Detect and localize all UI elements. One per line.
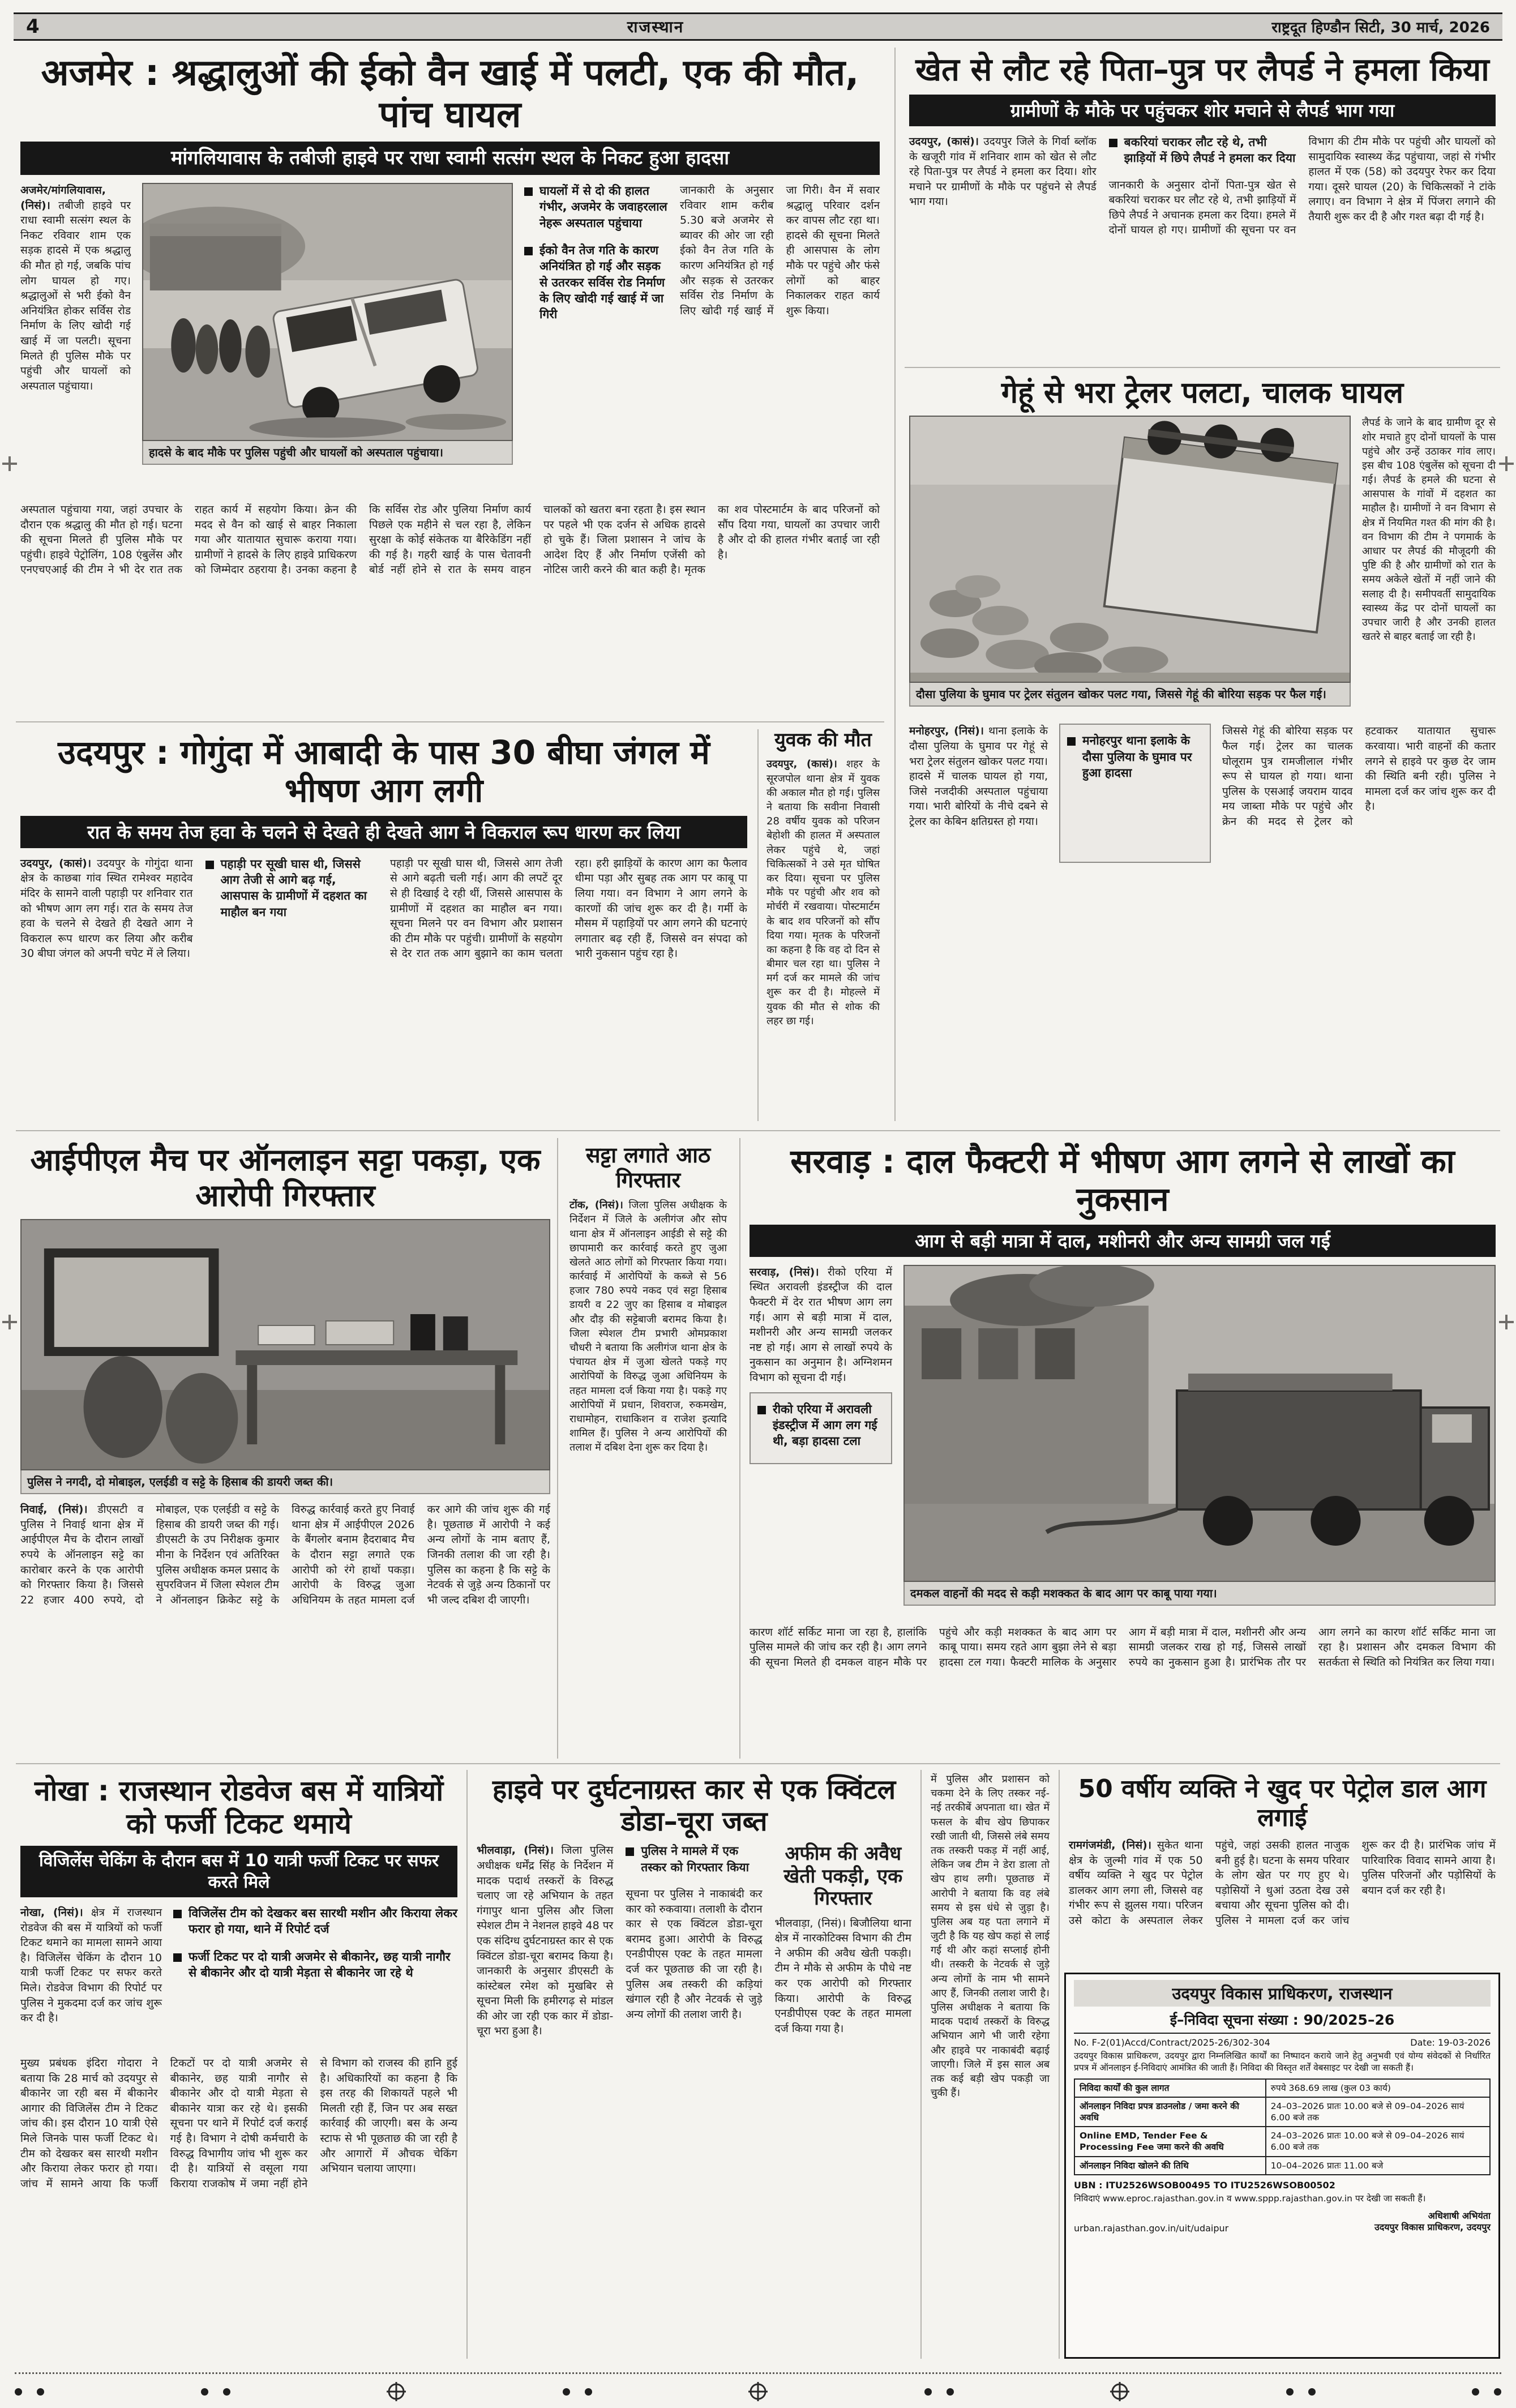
dot-marks (1286, 2388, 1316, 2396)
lead-text: रीको एरिया में स्थित अरावली इंडस्ट्रीज की दाल फैक्टरी में देर रात भीषण आग लग गई। आग से बड़ी मात्रा में दाल, मशीनरी और अन्य सामग्री जलकर नष्ट हो गई। आग से लाखों रुपये के नुकसान का अनुमान है। अग्निशमन विभाग को सूचना दी गई। (750, 1265, 892, 1384)
dot-marks (563, 2388, 592, 2396)
headline: गेहूं से भरा ट्रेलर पलटा, चालक घायल (1001, 376, 1404, 410)
body-columns: मुख्य प्रबंधक इंदिरा गोदारा ने बताया कि 28 मार्च को उदयपुर से बीकानेर जा रही बस में बीकानेर आगार की विजिलेंस टीम ने टिकट जांच की। इस दौरान 10 यात्री ऐसे मिले जिनके पास फर्जी टिकट थे। टीम को देखकर बस सारथी मशीन और किराया लेकर फरार हो गया। जांच में सामने आया कि फर्जी टिकटों पर दो यात्री अजमेर से बीकानेर, छह यात्री नागौर से बीकानेर और दो यात्री मेड़ता से बीकानेर यात्रा कर रहे थे। इसकी सूचना पर थाने में रिपोर्ट दर्ज कराई गई है। विभाग ने दोषी कर्मचारी के विरुद्ध विभागीय जांच भी शुरू कर दी है। यात्रियों से वसूला गया किराया राजकोष में जमा नहीं होने से विभाग को राजस्व की हानि हुई है। अधिकारियों का कहना है कि इस तरह की शिकायतें पहले भी मिलती रही हैं, जिन पर अब सख्त कार्रवाई की जाएगी। बस के अन्य स्टाफ से भी पूछताछ की जा रही है और आगारों में औचक चेकिंग अभियान चलाया जाएगा। (20, 2057, 457, 2190)
table-row (1074, 2079, 1490, 2097)
article-ipl-betting-arrest (16, 1138, 555, 1759)
body-columns (20, 856, 747, 1098)
highlight-text: ईको वैन तेज गति के कारण अनियंत्रित हो गई और सड़क से उतरकर सर्विस रोड निर्माण के लिए खोदी गई खाई में जा गिरी (539, 243, 665, 322)
register-mark (2, 456, 17, 471)
dot-marks (924, 2388, 954, 2396)
register-mark (1499, 1315, 1514, 1329)
dot-marks (1472, 2388, 1501, 2396)
column-rule (894, 48, 896, 1121)
highlight-item (173, 1905, 457, 1937)
highlight-text: घायलों में से दो की हालत गंभीर, अजमेर के जवाहरलाल नेहरू अस्पताल पहुंचाया (539, 183, 667, 230)
photo-block (909, 416, 1351, 715)
highlight-item (626, 1843, 762, 1875)
dateline: भीलवाड़ा, (निसं)। (477, 1844, 554, 1857)
dateline: रामगंजमंडी, (निसं)। (1069, 1839, 1151, 1852)
kicker: आग से बड़ी मात्रा में दाल, मशीनरी और अन्य सामग्री जल गई (750, 1225, 1496, 1257)
sub-body-text: भीलवाड़ा, (निसं)। बिजौलिया थाना क्षेत्र में नारकोटिक्स विभाग की टीम ने अफीम की अवैध खेती पकड़ी। टीम ने मौके से अफीम के पौधे नष्ट कर एक आरोपी को गिरफ्तार किया। आरोपी के विरुद्ध एनडीपीएस एक्ट के तहत मामला दर्ज किया गया है। (774, 1917, 911, 2035)
highlight-item (173, 1949, 457, 1981)
photo-caption: दौसा पुलिया के घुमाव पर ट्रेलर संतुलन खोकर पलट गया, जिससे गेहूं की बोरिया सड़क पर फैल गई। (909, 683, 1351, 707)
body-text: उदयपुर जिले के गिर्वा ब्लॉक के खजूरी गांव में शनिवार शाम को खेत से लौट रहे पिता-पुत्र पर लैपर्ड ने हमला कर दिया। शोर मचाने पर ग्रामीणों के मौके पर पहुंचने से लैपर्ड भाग गया। (909, 135, 1097, 208)
headline: सट्टा लगाते आठ गिरफ्तार (585, 1143, 711, 1193)
column-rule (557, 1138, 558, 1759)
notice-ubn: UBN : ITU2526WSOB00495 TO ITU2526WSOB00502 (1074, 2179, 1335, 2191)
factory-fire-photo-art (905, 1266, 1494, 1581)
photo-caption: पुलिस ने नगदी, दो मोबाइल, एलईडी व सट्टे के हिसाब की डायरी जब्त की। (20, 1470, 550, 1494)
factory-fire-photo (903, 1265, 1496, 1582)
lead-text: क्षेत्र में राजस्थान रोडवेज की बस में यात्रियों को फर्जी टिकट थमाने का मामला सामने आया है। विजिलेंस चेकिंग के दौरान 10 यात्री फर्जी टिकट पर सफर करते मिले। रोडवेज विभाग की रिपोर्ट पर पुलिस ने मुकदमा दर्ज कर जांच शुरू कर दी है। (20, 1906, 162, 2025)
headline: नोखा : राजस्थान रोडवेज बस में यात्रियों को फर्जी टिकट थमाये (34, 1774, 444, 1840)
article-leopard-attack (905, 48, 1500, 365)
square-bullet-icon (173, 1910, 182, 1918)
lead-column (750, 1265, 892, 1616)
body-text: शहर के सूरजपोल थाना क्षेत्र में युवक की अकाल मौत हो गई। पुलिस ने बताया कि सवीना निवासी 28 वर्षीय युवक को परिजन बेहोशी की हालत में अस्पताल लेकर पहुंचे थे, जहां चिकित्सकों ने उसे मृत घोषित कर दिया। सूचना पर पुलिस मौके पर पहुंची और शव को मोर्चरी में रखवाया। पोस्टमार्टम के बाद शव परिजनों को सौंप दिया गया। मृतक के परिजनों का कहना है कि वह दो दिन से बीमार चल रहा था। पुलिस ने मर्ग दर्ज कर मामले की जांच शुरू कर दी है। मोहल्ले में युवक की मौत से शोक की लहर छा गई। (766, 758, 880, 1027)
headline: आईपीएल मैच पर ऑनलाइन सट्टा पकड़ा, एक आरोपी गिरफ्तार (30, 1142, 541, 1213)
signature-line-2: उदयपुर विकास प्राधिकरण, उदयपुर (1374, 2222, 1491, 2233)
betting-seizure-photo-art (22, 1220, 549, 1469)
notice-ref-no: No. F-2(01)Accd/Contract/2025-26/302-304 (1074, 2037, 1270, 2048)
square-bullet-icon (524, 187, 533, 196)
section-title: राजस्थान (627, 18, 684, 36)
body-columns (1069, 1838, 1496, 1960)
highlight-item (524, 242, 669, 323)
highlight-item (1067, 733, 1203, 781)
highlight-item (524, 183, 669, 231)
article-wheat-trailer-overturn (905, 371, 1500, 870)
kicker: रात के समय तेज हवा के चलने से देखते ही देखते आग ने विकराल रूप धारण कर लिया (20, 816, 747, 848)
photo-block (142, 183, 513, 493)
highlight-text: रीको एरिया में अरावली इंडस्ट्रीज में आग लग गई थी, बड़ा हादसा टला (773, 1402, 877, 1448)
body-text: जिला पुलिस अधीक्षक के निर्देशन में जिले के अलीगंज और सोप थाना क्षेत्र में ऑनलाइन आईडी से सट्टे की छापामारी कर कार्रवाई करते हुए जुआ खेलते आठ लोगों को गिरफ्तार किया गया। कार्रवाई में आरोपियों के कब्जे से 56 हजार 780 रुपये नकद एवं सट्टा हिसाब डायरी व 22 जुए का हिसाब व मोबाइल और दौड़ की सट्टेबाजी बरामद किया है। जिला स्पेशल टीम प्रभारी ओमप्रकाश चौधरी ने बताया कि अलीगंज थाना क्षेत्र के पंचायत क्षेत्र में जुआ खेलते पकड़े गए आरोपियों के विरुद्ध जुआ अधिनियम के तहत मामला दर्ज किया गया है। पकड़े गए आरोपियों में प्रधान, शिवराज, रुकमखेम, राधामोहन, राधाकिशन व राजेश इत्यादि शामिल हैं। पुलिस ने अन्य आरोपियों की तलाश में दबिश देना शुरू कर दिया है। (569, 1199, 727, 1454)
dateline: नोखा, (निसं)। (20, 1906, 83, 1919)
photo-caption: दमकल वाहनों की मदद से कड़ी मशक्कत के बाद आग पर काबू पाया गया। (903, 1582, 1496, 1606)
row-value: 24–03–2026 प्रातः 10.00 बजे से 09–04–2026 सायं 6.00 बजे तक (1266, 2097, 1490, 2127)
body-column (766, 757, 880, 1028)
body-text: सुकेत थाना क्षेत्र के जुल्मी गांव में एक 50 वर्षीय व्यक्ति ने खुद पर पेट्रोल डालकर आग लगा ली, जिससे वह गंभीर रूप से झुलस गया। परिजन उसे कोटा के अस्पताल लेकर पहुंचे, जहां उसकी हालत नाजुक बनी हुई है। घटना के समय परिवार के लोग खेत पर गए हुए थे। पड़ोसियों ने धुआं उठता देख उसे बचाया और सूचना पुलिस को दी। पुलिस ने मामला दर्ज कर जांच शुरू कर दी है। प्रारंभिक जांच में पारिवारिक विवाद सामने आया है। पुलिस परिजनों और पड़ोसियों के बयान दर्ज कर रही है। (1069, 1839, 1496, 1927)
section-rule (16, 1130, 1500, 1131)
square-bullet-icon (524, 247, 533, 255)
trailer-photo (909, 416, 1351, 683)
highlight-text: विजिलेंस टीम को देखकर बस सारथी मशीन और किराया लेकर फरार हो गया, थाने में रिपोर्ट दर्ज (189, 1906, 458, 1936)
dateline: टोंक, (निसं)। (569, 1199, 623, 1212)
article-self-immolation (1064, 1770, 1500, 1966)
dateline: उदयपुर, (कासं)। (909, 135, 979, 148)
column-rule (1059, 1770, 1060, 2359)
headline: खेत से लौट रहे पिता–पुत्र पर लैपर्ड ने हमला किया (915, 52, 1489, 88)
column-rule (739, 1138, 740, 1759)
article-doda-chura-seizure (472, 1770, 916, 2359)
footer-print-marks (15, 2372, 1501, 2401)
row-value: 24–03–2026 प्रातः 10.00 बजे से 09–04–2026 सायं 6.00 बजे तक (1266, 2127, 1490, 2156)
dateline: निवाई, (निसं)। (20, 1503, 88, 1516)
continuation-text: में पुलिस और प्रशासन को चकमा देने के लिए तस्कर नई-नई तरकीबें अपनाता था। खेत में फसल के बीच खेप छिपाकर रखी जाती थी, जिससे लंबे समय तक तस्करी पकड़ में नहीं आई, लेकिन जब टीम ने डेरा डाला तो खेप हाथ लगी। पूछताछ में आरोपी ने बताया कि वह लंबे समय से इस धंधे से जुड़ा है। पुलिस अब यह पता लगाने में जुटी है कि यह खेप कहां से लाई गई थी और कहां सप्लाई होनी थी। तस्करी के नेटवर्क से जुड़े अन्य लोगों के नाम भी सामने आए हैं, जिनकी तलाश जारी है। पुलिस अधीक्षक ने बताया कि मादक पदार्थ तस्करों के विरुद्ध अभियान आगे भी जारी रहेगा और हाइवे पर नाकाबंदी बढ़ाई जाएगी। जिले में इस साल अब तक कई बड़ी खेप पकड़ी जा चुकी हैं। (931, 1773, 1050, 2099)
edition-dateline: राष्ट्रदूत हिण्डौन सिटी, 30 मार्च, 2026 (1271, 19, 1490, 36)
body-text: थाना इलाके के दौसा पुलिया के घुमाव पर गेहूं से भरा ट्रेलर संतुलन खोकर पलट गया। हादसे में चालक घायल हो गया, जिसे नजदीकी अस्पताल पहुंचाया गया। भारी बोरियों के नीचे दबने से ट्रेलर का केबिन क्षतिग्रस्त हो गया। (909, 725, 1048, 828)
signature-line-1: अधिशाषी अभियंता (1428, 2210, 1491, 2221)
headline: अजमेर : श्रद्धालुओं की ईको वैन खाई में पलटी, एक की मौत, पांच घायल (41, 52, 859, 136)
body-columns (909, 134, 1496, 321)
article-youth-death (762, 725, 884, 1121)
highlight-text: बकरियां चराकर लौट रहे थे, तभी झाड़ियों में छिपे लैपर्ड ने हमला कर दिया (1124, 135, 1296, 165)
notice-intro: उदयपुर विकास प्राधिकरण, उदयपुर द्वारा निम्नलिखित कार्यों का निष्पादन कराये जाने हेतु अनुभवी एवं योग्य संवेदकों से निर्धारित प्रपत्र में ऑनलाइन ई-निविदाएं आमंत्रित की जाती हैं। निविदा की विस्तृत शर्तें वेबसाइट पर देखी जा सकती हैं। (1074, 2051, 1491, 2073)
section-rule (16, 1763, 1500, 1764)
headline: युवक की मौत (774, 729, 872, 751)
column-rule (757, 729, 759, 1121)
highlight-item (205, 856, 378, 920)
row-label: Online EMD, Tender Fee & Processing Fee जमा करने की अवधि (1074, 2127, 1266, 2156)
crosshair-mark-icon (1110, 2382, 1129, 2401)
article-dal-factory-fire (745, 1138, 1500, 1759)
row-label: ऑनलाइन निविदा प्रपत्र डाउनलोड / जमा करने की अवधि (1074, 2097, 1266, 2127)
accident-photo (142, 183, 513, 441)
column-rule (920, 1770, 922, 2359)
notice-title: ई–निविदा सूचना संख्या : 90/2025–26 (1074, 2010, 1491, 2034)
body-text: जिला पुलिस अधीक्षक धर्मेंद्र सिंह के निर्देशन में मादक पदार्थ तस्करों के विरुद्ध चलाए जा रहे अभियान के तहत गंगापुर थाना पुलिस और जिला स्पेशल टीम ने नेशनल हाइवे 48 पर एक संदिग्ध दुर्घटनाग्रस्त कार से एक क्विंटल डोडा-चूरा बरामद किया है। जानकारी के अनुसार डीएसटी के कांस्टेबल रमेश को मुखबिर से सूचना मिली कि हमीरगढ़ से मांडल की ओर जा रही एक कार में डोडा-चूरा भरा हुआ है। (477, 1844, 614, 2038)
section-rule (16, 721, 884, 722)
dateline: उदयपुर, (कासं)। (766, 758, 837, 771)
table-row (1074, 2097, 1490, 2127)
trailer-photo-art (910, 417, 1350, 682)
square-bullet-icon (1109, 139, 1117, 147)
square-bullet-icon (626, 1847, 634, 1856)
crosshair-mark-icon (748, 2382, 768, 2401)
notice-websites: निविदाएं www.eproc.rajasthan.gov.in व www.sppp.rajasthan.gov.in पर देखी जा सकती हैं। (1074, 2193, 1426, 2204)
body-columns-right: जानकारी के अनुसार रविवार शाम करीब 5.30 बजे अजमेर से ब्यावर की ओर जा रही ईको वैन तेज गति के कारण अनियंत्रित हो गई और सड़क से उतरकर सर्विस रोड निर्माण के लिए खोदी गई खाई में जा गिरी। वैन में सवार श्रद्धालु परिवार दर्शन कर वापस लौट रहा था। हादसे की सूचना मिलते ही आसपास के लोग मौके पर पहुंचे और फंसे लोगों को बाहर निकालकर राहत कार्य शुरू किया। (680, 183, 880, 317)
kicker: ग्रामीणों के मौके पर पहुंचकर शोर मचाने से लैपर्ड भाग गया (909, 95, 1496, 126)
photo-block (903, 1265, 1496, 1616)
body-columns: कारण शॉर्ट सर्किट माना जा रहा है, हालांकि पुलिस मामले की जांच कर रही है। आग लगने की सूचना मिलते ही दमकल वाहन मौके पर पहुंचे और कड़ी मशक्कत के बाद आग पर काबू पाया। समय रहते आग बुझा लेने से बड़ा हादसा टल गया। फैक्टरी मालिक के अनुसार आग में बड़ी मात्रा में दाल, मशीनरी और अन्य सामग्री जलकर राख हो गई, जिससे लाखों रुपये का नुकसान हुआ है। प्रारंभिक तौर पर आग लगने का कारण शॉर्ट सर्किट माना जा रहा है। प्रशासन और दमकल विभाग की सतर्कता से स्थिति को नियंत्रित कर लिया गया। (750, 1626, 1496, 1669)
highlight-text: पहाड़ी पर सूखी घास थी, जिससे आग तेजी से आगे बढ़ गई, आसपास के ग्रामीणों में दहशत का माहौल बन गया (220, 857, 367, 919)
dot-marks (201, 2388, 230, 2396)
notice-org: उदयपुर विकास प्राधिकरण, राजस्थान (1074, 1980, 1491, 2007)
notice-portal: urban.rajasthan.gov.in/uit/udaipur (1074, 2223, 1229, 2234)
square-bullet-icon (1067, 737, 1076, 746)
highlight-item (1109, 134, 1296, 166)
body-text: पहाड़ी पर सूखी घास थी, जिससे आग तेजी से आगे बढ़ती चली गई। आग की लपटें दूर से ही दिखाई दे रही थीं, जिससे आसपास के ग्रामीणों में दहशत का माहौल बन गया। सूचना मिलने पर वन विभाग और प्रशासन की टीम मौके पर पहुंची। ग्रामीणों के सहयोग से देर रात तक आग बुझाने का काम चलता रहा। हरी झाड़ियों के कारण आग का फैलाव धीमा पड़ा और सुबह तक आग पर काबू पा लिया गया। वन विभाग ने आग लगने के कारणों की जांच शुरू कर दी है। गर्मी के मौसम में पहाड़ियों पर आग लगने की घटनाएं लगातार बढ़ रही हैं, जिससे वन संपदा को भारी नुकसान पहुंच रहा है। (390, 857, 747, 960)
column-rule (466, 1770, 468, 2359)
masthead (14, 12, 1502, 41)
headline: 50 वर्षीय व्यक्ति ने खुद पर पेट्रोल डाल आग लगाई (1078, 1774, 1487, 1833)
highlight-box (750, 1392, 892, 1464)
section-rule (905, 367, 1500, 368)
row-value: रुपये 368.69 लाख (कुल 03 कार्य) (1266, 2079, 1490, 2097)
lead-column (20, 183, 131, 493)
body-text: डीएसटी व पुलिस ने निवाई थाना क्षेत्र में आईपीएल मैच के दौरान लाखों रुपये के ऑनलाइन सट्टे का कारोबार करने के एक आरोपी को गिरफ्तार किया है। जिससे 22 हजार 400 रुपये, दो मोबाइल, एक एलईडी व सट्टे के हिसाब की डायरी जब्त की गई। डीएसटी के उप निरीक्षक कुमार मीना के निर्देशन एवं अतिरिक्त पुलिस अधीक्षक कमल प्रसाद के सुपरविजन में जिला स्पेशल टीम ने ऑनलाइन क्रिकेट सट्टे के विरुद्ध कार्रवाई करते हुए निवाई थाना क्षेत्र में आईपीएल 2026 के बैंगलोर बनाम हैदराबाद मैच के दौरान सट्टा लगाते एक आरोपी को रंगे हाथों पकड़ा। आरोपी के विरुद्ध जुआ अधिनियम के तहत मामला दर्ज कर आगे की जांच शुरू की गई है। पूछताछ में आरोपी ने कई अन्य लोगों के नाम बताए हैं, जिनकी तलाश की जा रही है। पुलिस का कहना है कि सट्टे के नेटवर्क से जुड़े अन्य ठिकानों पर भी जल्द दबिश दी जाएगी। (20, 1503, 550, 1606)
highlights (524, 183, 669, 493)
dateline: सरवाड़, (निसं)। (750, 1265, 819, 1278)
sub-headline: अफीम की अवैध खेती पकड़ी, एक गिरफ्तार (783, 1842, 903, 1910)
article-gambling-arrests (565, 1138, 731, 1759)
article-fake-roadways-tickets (16, 1770, 462, 2359)
notice-signature (1374, 2210, 1491, 2234)
table-row (1074, 2157, 1490, 2175)
body-column (909, 724, 1048, 870)
square-bullet-icon (757, 1406, 766, 1414)
notice-date: Date: 19-03-2026 (1410, 2037, 1491, 2048)
highlight-text: फर्जी टिकट पर दो यात्री अजमेर से बीकानेर, छह यात्री नागौर से बीकानेर और दो यात्री मेड़ता से बीकानेर जा रहे थे (189, 1949, 451, 1980)
headline: हाइवे पर दुर्घटनाग्रस्त कार से एक क्विंटल डोडा–चूरा जब्त (492, 1774, 896, 1837)
notice-table (1074, 2078, 1491, 2175)
body-columns (20, 1502, 550, 1740)
body-columns (477, 1843, 911, 2341)
highlights (173, 1905, 457, 2050)
betting-seizure-photo (20, 1219, 550, 1470)
body-columns-bottom: अस्पताल पहुंचाया गया, जहां उपचार के दौरान एक श्रद्धालु की मौत हो गई। घटना की सूचना मिलते ही पुलिस मौके पर पहुंची। हाइवे पेट्रोलिंग, 108 एंबुलेंस और एनएचएआई की टीम ने भी देर रात तक राहत कार्य में सहयोग किया। क्रेन की मदद से वैन को खाई से बाहर निकाला गया और यातायात सुचारू कराया गया। ग्रामीणों ने हादसे के लिए हाइवे प्राधिकरण को जिम्मेदार ठहराया है। उनका कहना है कि सर्विस रोड और पुलिया निर्माण कार्य पिछले एक महीने से चल रहा है, लेकिन सुरक्षा के कोई संकेतक या बैरिकेडिंग नहीं की गई है। गहरी खाई के पास चेतावनी बोर्ड नहीं होने से रात के समय वाहन चालकों को खतरा बना रहता है। इस स्थान पर पहले भी एक दर्जन से अधिक हादसे हो चुके हैं। जिला प्रशासन ने जांच के आदेश दिए हैं और निर्माण एजेंसी को नोटिस जारी करने की बात कही है। मृतक का शव पोस्टमार्टम के बाद परिजनों को सौंप दिया गया, घायलों का उपचार जारी है और दो की हालत गंभीर बताई जा रही है। (20, 503, 880, 576)
photo-block (20, 1219, 550, 1494)
body-column (569, 1198, 727, 1455)
side-column: लैपर्ड के जाने के बाद ग्रामीण दूर से शोर मचाते हुए दोनों घायलों के पास पहुंचे और उन्हें उठाकर गांव लाए। इस बीच 108 एंबुलेंस को सूचना दी गई। लैपर्ड के हमले की घटना से आसपास के गांवों में दहशत का माहौल है। ग्रामीणों ने वन विभाग से क्षेत्र में नियमित गश्त की मांग की है। वन विभाग की टीम ने पगमार्क के आधार पर लैपर्ड की मौजूदगी की पुष्टि की है और ग्रामीणों को रात के समय अकेले खेतों में नहीं जाने की सलाह दी है। समीपवर्ती सामुदायिक स्वास्थ्य केंद्र पर दोनों घायलों का उपचार जारी है और उनकी हालत खतरे से बाहर बताई जा रही है। (1362, 417, 1496, 643)
row-value: 10–04–2026 प्रातः 11.00 बजे (1266, 2157, 1490, 2175)
article-ajmer-van-accident (16, 48, 884, 716)
body-text: सूचना पर पुलिस ने नाकाबंदी कर कार को रुकवाया। तलाशी के दौरान कार से एक क्विंटल डोडा-चूरा बरामद हुआ। आरोपी के विरुद्ध एनडीपीएस एक्ट के तहत मामला दर्ज कर पूछताछ की जा रही है। पुलिस अब तस्करी की कड़ियां खंगाल रही है और नेटवर्क से जुड़े अन्य लोगों की तलाश जारी है। (626, 1888, 763, 2021)
headline: उदयपुर : गोगुंदा में आबादी के पास 30 बीघा जंगल में भीषण आग लगी (58, 733, 710, 810)
table-row (1074, 2127, 1490, 2156)
tender-notice (1064, 1973, 1500, 2359)
square-bullet-icon (173, 1953, 182, 1962)
lead-column (20, 1905, 162, 2050)
crosshair-mark-icon (387, 2382, 406, 2401)
accident-photo-art (143, 184, 512, 440)
body-columns: जिससे गेहूं की बोरिया सड़क पर फैल गई। ट्रेलर का चालक घोलूराम पुत्र रामजीलाल गंभीर रूप से घायल हो गया। थाना पुलिस के एसआई जयराम यादव मय जाब्ता मौके पर पहुंचे और क्रेन की मदद से ट्रेलर को हटवाकर यातायात सुचारू करवाया। भारी वाहनों की कतार लगने से हाइवे पर कुछ देर जाम की स्थिति बनी रही। पुलिस ने मामला दर्ज कर जांच शुरू कर दी है। (1222, 725, 1496, 828)
square-bullet-icon (205, 861, 214, 869)
article-continuation-column (926, 1770, 1054, 2359)
dateline: उदयपुर, (कासं)। (20, 857, 92, 870)
row-label: निविदा कार्यों की कुल लागत (1074, 2079, 1266, 2097)
article-gogunda-forest-fire (16, 729, 752, 1120)
register-mark (2, 1315, 17, 1329)
highlight-text: पुलिस ने मामले में एक तस्कर को गिरफ्तार किया (641, 1844, 750, 1874)
page-number: 4 (26, 15, 40, 38)
dot-marks (15, 2388, 44, 2396)
body-text: उदयपुर के गोगुंदा थाना क्षेत्र के काछबा गांव स्थित रामेश्वर महादेव मंदिर के सामने वाली पहाड़ी पर शनिवार रात को भीषण आग लग गई। रात के समय तेज हवा के चलने से देखते ही देखते आग ने विकराल रूप धारण कर लिया और करीब 30 बीघा जंगल को अपनी चपेट में ले लिया। (20, 857, 193, 960)
highlight-text: मनोहरपुर थाना इलाके के दौसा पुलिया के घुमाव पर हुआ हादसा (1082, 734, 1192, 780)
photo-caption: हादसे के बाद मौके पर पुलिस पहुंची और घायलों को अस्पताल पहुंचाया। (142, 441, 513, 465)
kicker: विजिलेंस चेकिंग के दौरान बस में 10 यात्री फर्जी टिकट पर सफर करते मिले (20, 1846, 457, 1897)
row-label: ऑनलाइन निविदा खोलने की तिथि (1074, 2157, 1266, 2175)
highlight-box (1059, 724, 1211, 863)
highlight-item (757, 1401, 884, 1449)
dateline: अजमेर/मांगलियावास, (निसं)। (20, 183, 106, 212)
dateline: मनोहरपुर, (निसं)। (909, 725, 984, 738)
kicker: मांगलियावास के तबीजी हाइवे पर राधा स्वामी सत्संग स्थल के निकट हुआ हादसा (20, 142, 880, 175)
body-text: जानकारी के अनुसार दोनों पिता-पुत्र खेत से बकरियां चराकर घर लौट रहे थे, तभी झाड़ियों में छिपे लैपर्ड ने अचानक हमला कर दिया। हमले में दोनों घायल हो गए। ग्रामीणों की सूचना पर वन विभाग की टीम मौके पर पहुंची और घायलों को सामुदायिक स्वास्थ्य केंद्र पहुंचाया, जहां से गंभीर हालत में एक (58) को उदयपुर रेफर कर दिया गया। दूसरे घायल (20) के चिकित्सकों ने टांके लगाए। वन विभाग ने क्षेत्र में पिंजरा लगाने की तैयारी शुरू कर दी है और गश्त बढ़ा दी गई है। (1108, 135, 1496, 237)
register-mark (1499, 456, 1514, 471)
headline: सरवाड़ : दाल फैक्टरी में भीषण आग लगने से लाखों का नुकसान (790, 1142, 1455, 1219)
lead-text: तबीजी हाइवे पर राधा स्वामी सत्संग स्थल के निकट रविवार शाम एक सड़क हादसे में एक श्रद्धालु की मौत हो गई, जबकि पांच लोग घायल हो गए। श्रद्धालुओं से भरी ईको वैन अनियंत्रित होकर सर्विस रोड निर्माण के लिए खोदी गई खाई में जा पलटी। सूचना मिलते ही पुलिस मौके पर पहुंची और घायलों को अस्पताल पहुंचाया। (20, 199, 131, 392)
